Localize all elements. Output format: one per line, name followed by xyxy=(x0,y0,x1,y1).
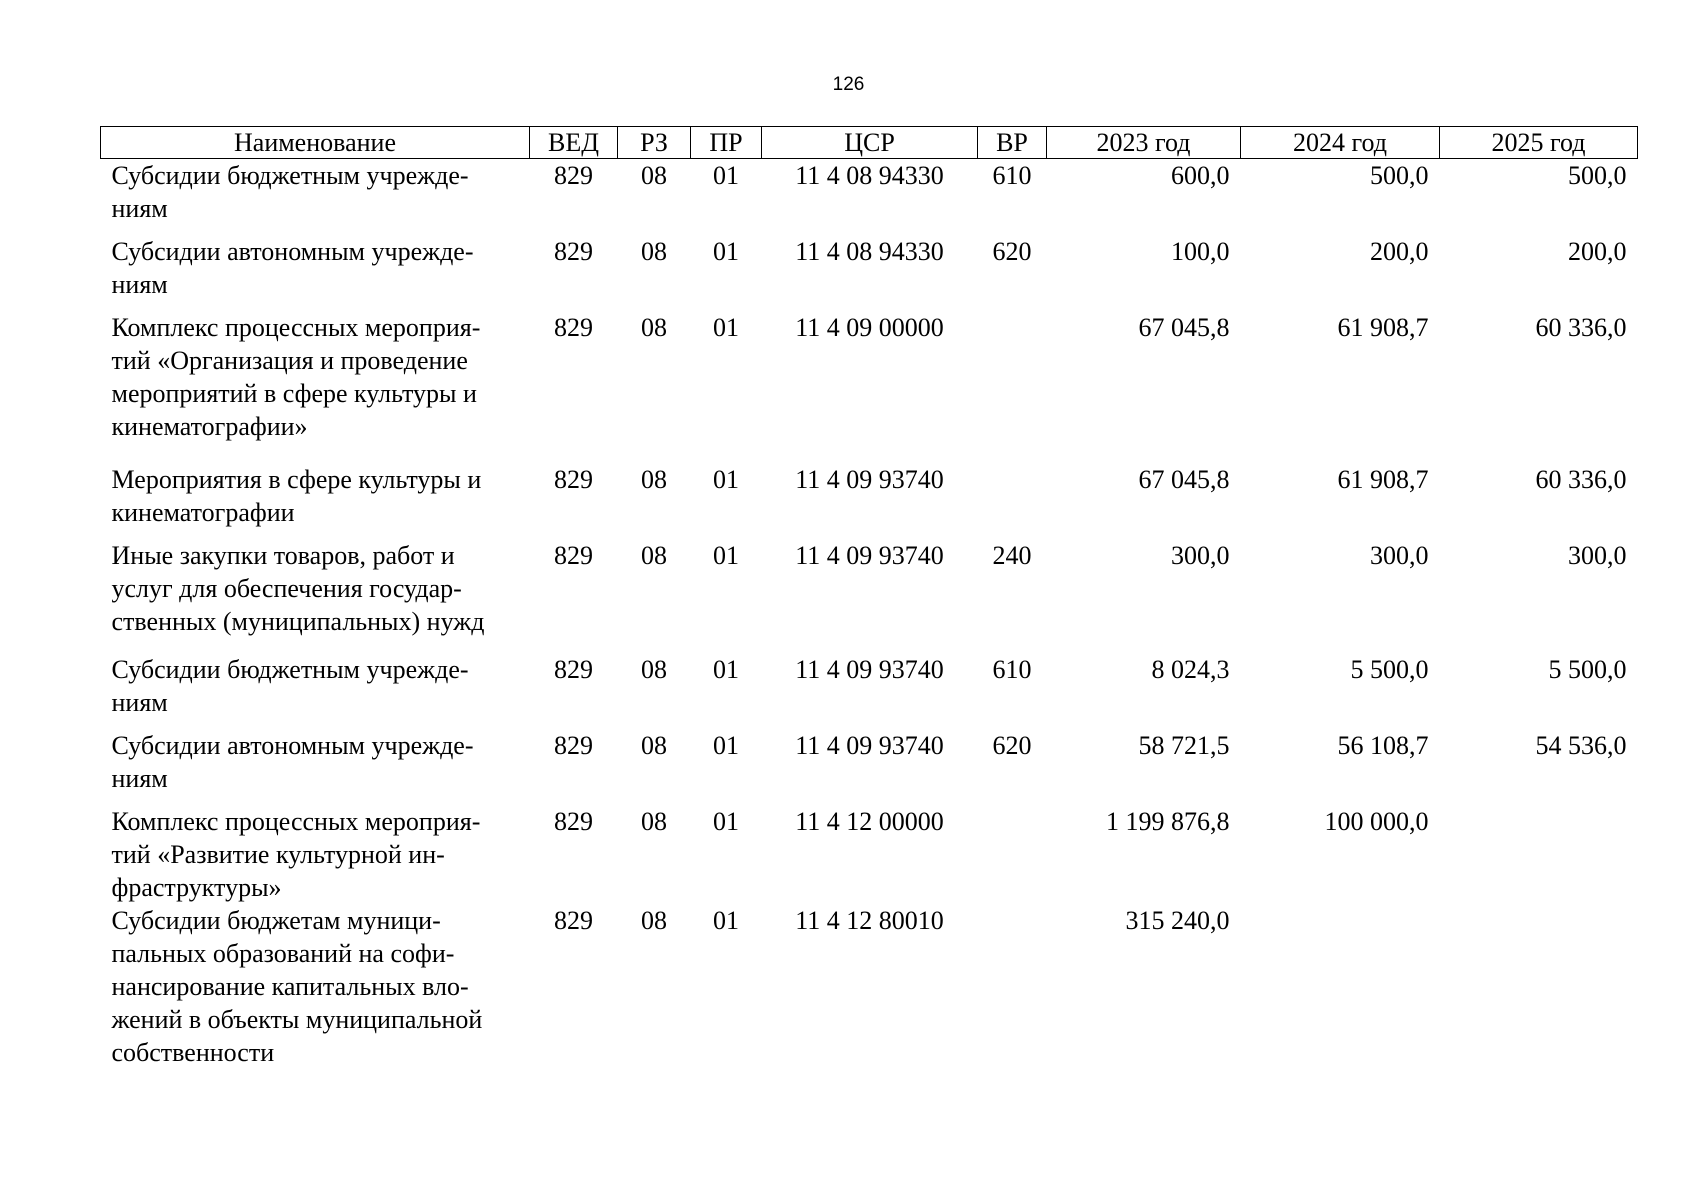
cell-2025: 60 336,0 xyxy=(1535,312,1627,342)
table-row xyxy=(101,653,1638,729)
cell-vr: 620 xyxy=(992,730,1032,760)
cell-vr xyxy=(978,311,1047,463)
cell-2024: 500,0 xyxy=(1370,161,1429,190)
cell-2023: 315 240,0 xyxy=(1125,905,1230,935)
cell-rz: 08 xyxy=(641,161,667,190)
table-row xyxy=(101,311,1638,463)
cell-vr xyxy=(978,805,1047,904)
name-line: Мероприятия в сфере культуры и xyxy=(111,464,482,494)
name-line: ниям xyxy=(111,194,168,223)
table-row xyxy=(101,805,1638,904)
name-line: фраструктуры» xyxy=(111,872,282,902)
row-name xyxy=(101,805,530,904)
table-header-row xyxy=(101,127,1638,159)
name-line: Иные закупки товаров, работ и xyxy=(111,540,455,570)
cell-pr: 01 xyxy=(713,236,739,266)
cell-ved: 829 xyxy=(554,905,593,935)
cell-csr: 11 4 09 93740 xyxy=(795,540,944,570)
name-line: Субсидии бюджетным учрежде- xyxy=(111,161,469,190)
header-2023: 2023 год xyxy=(1047,127,1241,159)
header-2025: 2025 год xyxy=(1440,127,1638,159)
name-line: Субсидии автономным учрежде- xyxy=(111,236,474,266)
name-line: услуг для обеспечения государ- xyxy=(111,573,462,603)
cell-ved: 829 xyxy=(554,806,593,836)
header-vr: ВР xyxy=(978,127,1047,159)
header-csr: ЦСР xyxy=(762,127,978,159)
cell-csr: 11 4 08 94330 xyxy=(795,161,944,190)
table-row xyxy=(101,463,1638,539)
name-line: Субсидии бюджетным учрежде- xyxy=(111,654,469,684)
cell-csr: 11 4 09 00000 xyxy=(795,312,944,342)
header-ved: ВЕД xyxy=(530,127,618,159)
table-row xyxy=(101,539,1638,653)
cell-2025 xyxy=(1440,904,1638,1069)
cell-rz: 08 xyxy=(641,312,667,342)
cell-csr: 11 4 09 93740 xyxy=(795,464,944,494)
cell-vr: 610 xyxy=(992,161,1032,190)
cell-2024: 200,0 xyxy=(1370,236,1429,266)
name-line: тий «Развитие культурной ин- xyxy=(111,839,445,869)
cell-2023: 600,0 xyxy=(1171,161,1230,190)
name-line: кинематографии» xyxy=(111,411,308,441)
cell-vr xyxy=(978,904,1047,1069)
name-line: Субсидии автономным учрежде- xyxy=(111,730,474,760)
cell-pr: 01 xyxy=(713,464,739,494)
name-line: Комплекс процессных мероприя- xyxy=(111,312,481,342)
cell-2024: 5 500,0 xyxy=(1350,654,1429,684)
cell-csr: 11 4 12 80010 xyxy=(795,905,944,935)
header-2024: 2024 год xyxy=(1241,127,1440,159)
cell-ved: 829 xyxy=(554,161,593,190)
cell-2024: 61 908,7 xyxy=(1337,464,1429,494)
cell-rz: 08 xyxy=(641,905,667,935)
name-line: пальных образований на софи- xyxy=(111,938,455,968)
row-name xyxy=(101,463,530,539)
cell-2025: 200,0 xyxy=(1568,236,1627,266)
cell-2025: 60 336,0 xyxy=(1535,464,1627,494)
name-line: ниям xyxy=(111,763,168,793)
cell-ved: 829 xyxy=(554,540,593,570)
cell-pr: 01 xyxy=(713,654,739,684)
cell-2023: 1 199 876,8 xyxy=(1106,806,1230,836)
cell-rz: 08 xyxy=(641,540,667,570)
table-row xyxy=(101,904,1638,1069)
name-line: нансирование капитальных вло- xyxy=(111,971,469,1001)
header-pr: ПР xyxy=(691,127,762,159)
cell-2025 xyxy=(1440,805,1638,904)
cell-csr: 11 4 08 94330 xyxy=(795,236,944,266)
table-body xyxy=(101,159,1638,1069)
cell-2024: 100 000,0 xyxy=(1324,806,1429,836)
cell-vr: 620 xyxy=(992,236,1032,266)
header-rz: РЗ xyxy=(618,127,691,159)
row-name xyxy=(101,904,530,1069)
cell-2024 xyxy=(1241,904,1440,1069)
cell-csr: 11 4 12 00000 xyxy=(795,806,944,836)
name-line: Комплекс процессных мероприя- xyxy=(111,806,481,836)
cell-pr: 01 xyxy=(713,312,739,342)
name-line: мероприятий в сфере культуры и xyxy=(111,378,477,408)
table-row xyxy=(101,235,1638,311)
cell-pr: 01 xyxy=(713,161,739,190)
cell-rz: 08 xyxy=(641,806,667,836)
cell-ved: 829 xyxy=(554,654,593,684)
cell-2023: 67 045,8 xyxy=(1138,312,1230,342)
cell-pr: 01 xyxy=(713,540,739,570)
cell-ved: 829 xyxy=(554,730,593,760)
cell-2024: 300,0 xyxy=(1370,540,1429,570)
row-name xyxy=(101,311,530,463)
name-line: Субсидии бюджетам муници- xyxy=(111,905,441,935)
row-name xyxy=(101,653,530,729)
row-name xyxy=(101,539,530,653)
cell-2023: 300,0 xyxy=(1171,540,1230,570)
cell-pr: 01 xyxy=(713,806,739,836)
cell-ved: 829 xyxy=(554,312,593,342)
cell-2025: 54 536,0 xyxy=(1535,730,1627,760)
name-line: жений в объекты муниципальной xyxy=(111,1004,483,1034)
cell-2025: 300,0 xyxy=(1568,540,1627,570)
cell-vr: 240 xyxy=(992,540,1032,570)
row-name xyxy=(101,159,530,235)
cell-2025: 500,0 xyxy=(1568,161,1627,190)
cell-rz: 08 xyxy=(641,464,667,494)
cell-2023: 67 045,8 xyxy=(1138,464,1230,494)
cell-pr: 01 xyxy=(713,730,739,760)
cell-vr: 610 xyxy=(992,654,1032,684)
cell-2024: 61 908,7 xyxy=(1337,312,1429,342)
cell-2025: 5 500,0 xyxy=(1548,654,1627,684)
cell-2023: 58 721,5 xyxy=(1138,730,1230,760)
name-line: тий «Организация и проведение xyxy=(111,345,468,375)
header-name: Наименование xyxy=(101,127,530,159)
cell-ved: 829 xyxy=(554,464,593,494)
cell-csr: 11 4 09 93740 xyxy=(795,654,944,684)
cell-rz: 08 xyxy=(641,730,667,760)
budget-table xyxy=(100,126,1638,1069)
name-line: ниям xyxy=(111,269,168,299)
cell-2024: 56 108,7 xyxy=(1337,730,1429,760)
page-number: 126 xyxy=(832,74,865,95)
cell-pr: 01 xyxy=(713,905,739,935)
row-name xyxy=(101,235,530,311)
name-line: кинематографии xyxy=(111,497,295,527)
cell-2023: 8 024,3 xyxy=(1151,654,1230,684)
cell-rz: 08 xyxy=(641,654,667,684)
table-row xyxy=(101,159,1638,235)
cell-rz: 08 xyxy=(641,236,667,266)
row-name xyxy=(101,729,530,805)
cell-ved: 829 xyxy=(554,236,593,266)
name-line: ственных (муниципальных) нужд xyxy=(111,606,485,636)
cell-csr: 11 4 09 93740 xyxy=(795,730,944,760)
name-line: собственности xyxy=(111,1037,275,1067)
name-line: ниям xyxy=(111,687,168,717)
cell-2023: 100,0 xyxy=(1171,236,1230,266)
table-row xyxy=(101,729,1638,805)
cell-vr xyxy=(978,463,1047,539)
